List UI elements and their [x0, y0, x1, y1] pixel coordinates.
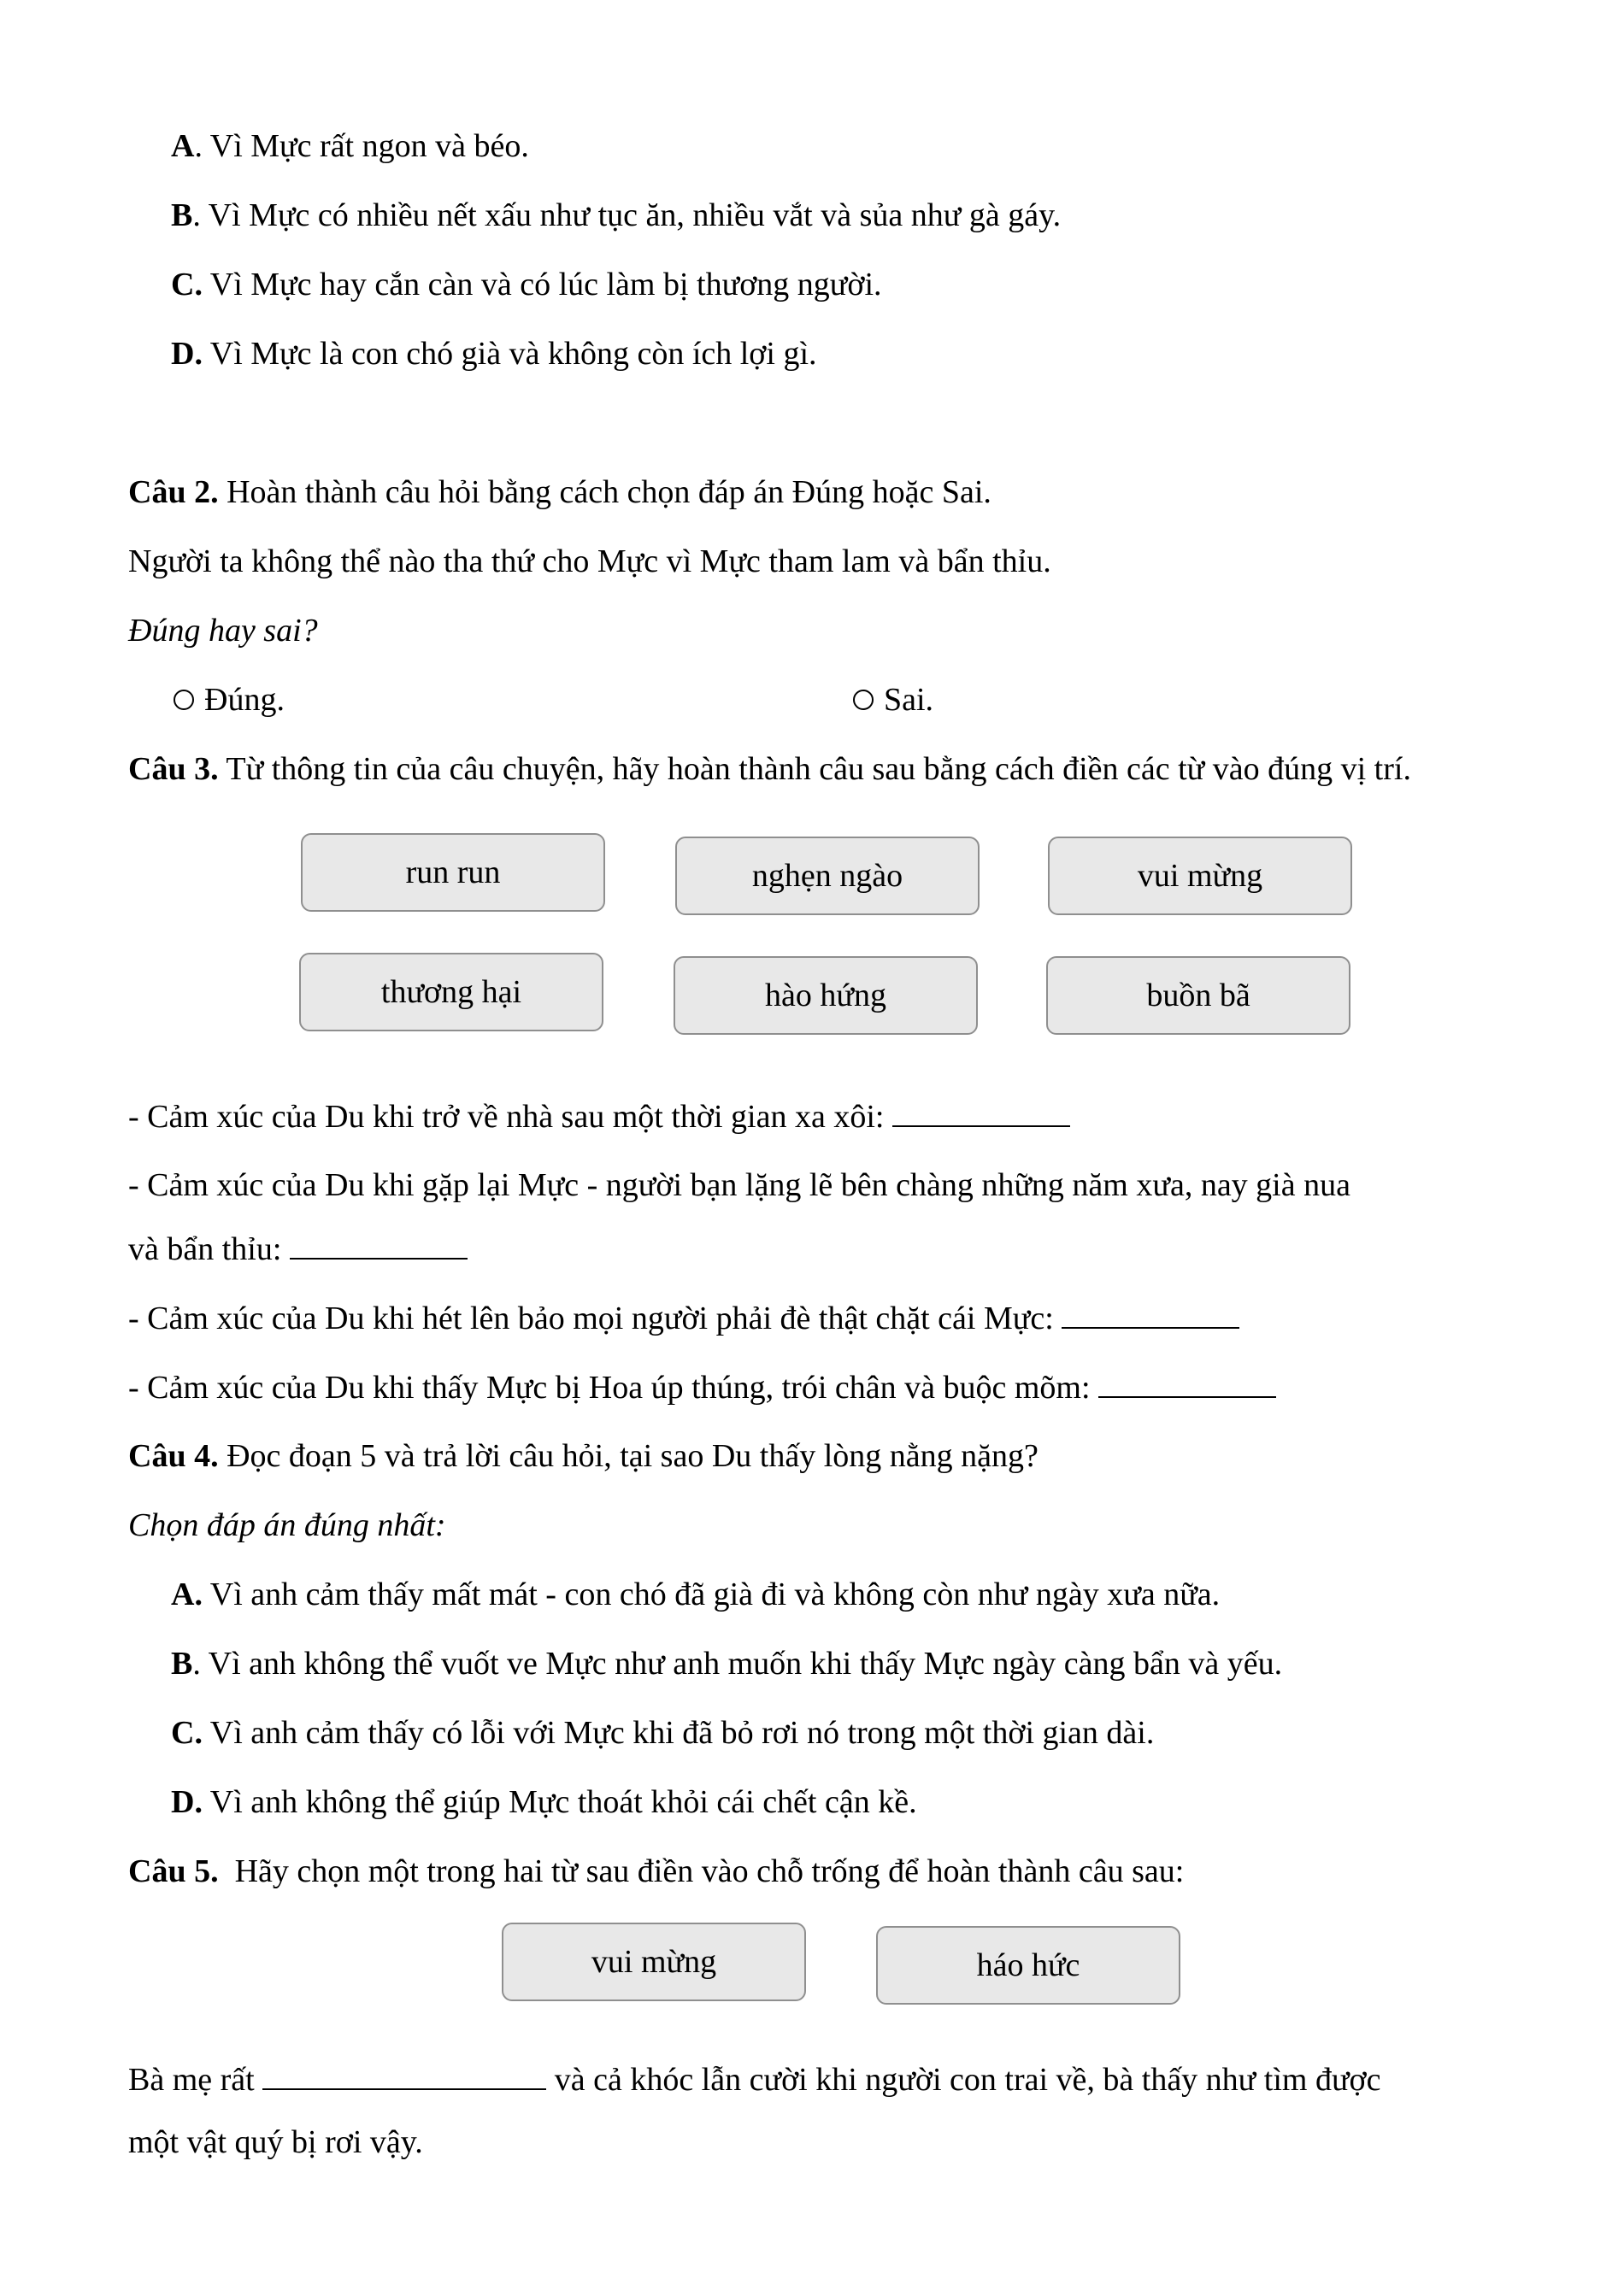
word-chip[interactable] [299, 953, 603, 1031]
q5-sentence-continued: một vật quý bị rơi vậy. [128, 2124, 423, 2160]
word-chip[interactable] [301, 833, 605, 912]
answer-blank[interactable] [262, 2063, 546, 2090]
sentence-end: và cả khóc lẫn cười khi người con trai về, bà thấy như tìm được [554, 2062, 1381, 2098]
option-letter: A. [171, 1577, 203, 1612]
question-label: Câu 2. [128, 474, 219, 510]
q4-option-d [171, 1786, 917, 1818]
chip-label: nghẹn ngào [751, 858, 903, 894]
question-prompt: Đọc đoạn 5 và trả lời câu hỏi, tại sao Du thấy lòng nằng nặng? [218, 1438, 1039, 1474]
q2-choice-true[interactable] [174, 684, 285, 716]
q5-heading [128, 1855, 1184, 1888]
q1-option-b [171, 199, 1061, 232]
item-text: - Cảm xúc của Du khi trở về nhà sau một thời gian xa xôi: [128, 1099, 885, 1135]
option-text: Vì anh cảm thấy có lỗi với Mực khi đã bỏ rơi nó trong một thời gian dài. [202, 1715, 1155, 1751]
option-letter: C. [171, 267, 203, 302]
option-letter: A [171, 128, 195, 164]
chip-label: háo hức [976, 1947, 1080, 1983]
option-text: . Vì Mực có nhiều nết xấu như tục ăn, nhiều vắt và sủa như gà gáy. [192, 197, 1062, 233]
chip-label: hào hứng [765, 978, 886, 1013]
item-text: - Cảm xúc của Du khi hét lên bảo mọi người phải đè thật chặt cái Mực: [128, 1301, 1054, 1336]
word-chip[interactable] [674, 956, 978, 1035]
q1-option-a [171, 130, 529, 162]
chip-label: vui mừng [591, 1944, 717, 1980]
q3-item [128, 1169, 1350, 1201]
q4-option-a [171, 1578, 1220, 1611]
option-text: . Vì anh không thể vuốt ve Mực như anh muốn khi thấy Mực ngày càng bẩn và yếu. [192, 1646, 1283, 1682]
answer-blank[interactable] [1098, 1371, 1276, 1398]
option-letter: B [171, 197, 193, 233]
answer-blank[interactable] [892, 1100, 1070, 1127]
question-label: Câu 4. [128, 1438, 219, 1474]
option-letter: D. [171, 336, 203, 372]
word-chip[interactable] [502, 1923, 806, 2001]
word-chip[interactable] [1046, 956, 1350, 1035]
question-prompt: Từ thông tin của câu chuyện, hãy hoàn thành câu sau bằng cách điền các từ vào đúng vị trí. [218, 751, 1411, 787]
question-prompt: Hoàn thành câu hỏi bằng cách chọn đáp án Đúng hoặc Sai. [218, 474, 991, 510]
q3-item [128, 1100, 1070, 1133]
q2-choice-false[interactable] [853, 684, 933, 716]
question-label: Câu 3. [128, 751, 219, 787]
answer-blank[interactable] [1062, 1301, 1239, 1329]
sentence-start: Bà mẹ rất [128, 2062, 255, 2098]
choice-label: Đúng. [204, 682, 285, 718]
q1-option-d [171, 338, 817, 370]
option-text: Vì Mực là con chó già và không còn ích lợi gì. [202, 336, 817, 372]
chip-label: buồn bã [1146, 978, 1250, 1013]
option-text: Vì anh không thể giúp Mực thoát khỏi cái chết cận kề. [202, 1784, 917, 1820]
choice-label: Sai. [884, 682, 934, 718]
item-text: và bẩn thỉu: [128, 1231, 282, 1267]
q1-option-c [171, 268, 882, 301]
q3-item [128, 1371, 1276, 1404]
q3-heading [128, 753, 1411, 785]
q3-item-continued [128, 1232, 468, 1265]
option-text: . Vì Mực rất ngon và béo. [194, 128, 529, 164]
chip-label: vui mừng [1137, 858, 1263, 894]
option-letter: B [171, 1646, 193, 1682]
option-text: Vì anh cảm thấy mất mát - con chó đã già đi và không còn như ngày xưa nữa. [202, 1577, 1221, 1612]
word-chip[interactable] [675, 837, 980, 915]
q5-sentence [128, 2063, 1381, 2096]
q4-option-c [171, 1717, 1154, 1749]
word-chip[interactable] [876, 1926, 1180, 2005]
option-text: Vì Mực hay cắn càn và có lúc làm bị thương người. [202, 267, 882, 302]
q4-instruction: Chọn đáp án đúng nhất: [128, 1507, 446, 1543]
chip-label: run run [405, 854, 501, 890]
item-text: - Cảm xúc của Du khi gặp lại Mực - người bạn lặng lẽ bên chàng những năm xưa, nay già nua [128, 1167, 1350, 1203]
q4-option-b [171, 1647, 1282, 1680]
radio-icon[interactable] [853, 690, 874, 710]
q3-item [128, 1301, 1239, 1335]
q2-question: Đúng hay sai? [128, 613, 318, 649]
q4-heading [128, 1440, 1039, 1472]
chip-label: thương hại [380, 974, 522, 1010]
question-label: Câu 5. [128, 1853, 219, 1889]
option-letter: C. [171, 1715, 203, 1751]
radio-icon[interactable] [174, 690, 194, 710]
q2-statement: Người ta không thể nào tha thứ cho Mực vì Mực tham lam và bẩn thỉu. [128, 543, 1051, 579]
item-text: - Cảm xúc của Du khi thấy Mực bị Hoa úp thúng, trói chân và buộc mõm: [128, 1370, 1091, 1406]
option-letter: D. [171, 1784, 203, 1820]
word-chip[interactable] [1048, 837, 1352, 915]
q2-heading [128, 476, 991, 508]
question-prompt: Hãy chọn một trong hai từ sau điền vào chỗ trống để hoàn thành câu sau: [218, 1853, 1185, 1889]
answer-blank[interactable] [290, 1232, 468, 1260]
